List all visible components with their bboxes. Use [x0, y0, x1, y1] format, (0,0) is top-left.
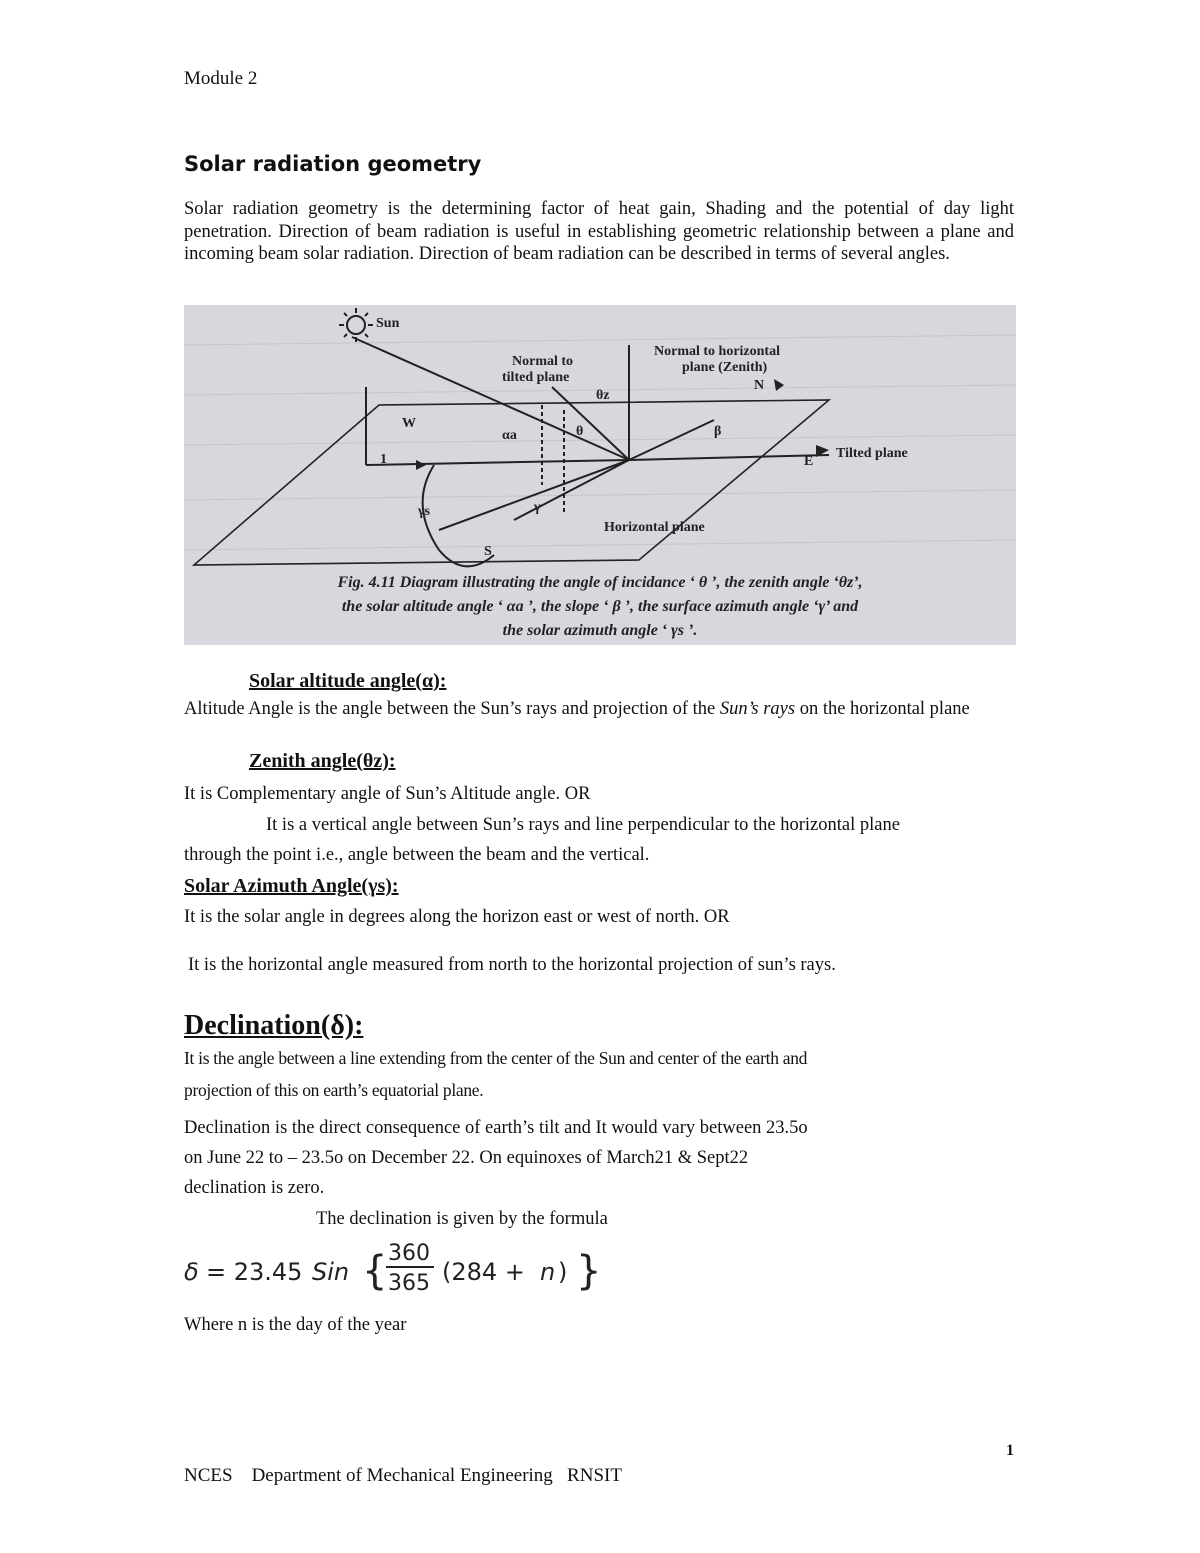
declination-line-5: declination is zero. [184, 1178, 325, 1198]
formula-where: Where n is the day of the year [184, 1315, 407, 1335]
label-theta-z: θz [596, 388, 610, 403]
svg-text:= 23.45: = 23.45 [206, 1258, 303, 1286]
page-footer: NCES Department of Mechanical Engineering RNSIT [184, 1465, 622, 1486]
label-normal-tilted: Normal to [512, 354, 574, 369]
altitude-heading: Solar altitude angle(α): [249, 670, 447, 692]
declination-line-2: projection of this on earth’s equatorial plane. [184, 1080, 484, 1100]
label-gamma: γ [534, 500, 541, 515]
formula-intro: The declination is given by the formula [316, 1209, 608, 1229]
zenith-heading: Zenith angle(θz): [249, 750, 396, 772]
sun-icon [347, 316, 365, 334]
azimuth-line-2: It is the horizontal angle measured from north to the horizontal projection of sun’s rays. [188, 955, 836, 975]
svg-text:{: { [362, 1248, 388, 1294]
svg-text:δ: δ [184, 1258, 199, 1286]
label-normal-horizontal-2: plane (Zenith) [682, 360, 768, 375]
label-w: W [402, 416, 416, 431]
solar-geometry-diagram [184, 305, 1016, 645]
figure-caption-line-3: the solar azimuth angle ‘ γs ’. [502, 622, 698, 639]
svg-text:): ) [558, 1258, 568, 1286]
zenith-line-1: It is Complementary angle of Sun’s Altitude angle. OR [184, 784, 591, 804]
zenith-line-2: It is a vertical angle between Sun’s rays and line perpendicular to the horizontal plane [266, 815, 900, 835]
label-normal-tilted-2: tilted plane [502, 370, 570, 385]
label-horizontal-plane: Horizontal plane [604, 520, 705, 535]
zenith-line-3: through the point i.e., angle between the beam and the vertical. [184, 845, 650, 865]
altitude-text-italic: Sun’s rays [719, 699, 796, 719]
declination-line-4: on June 22 to – 23.5o on December 22. On equinoxes of March21 & Sept22 [184, 1148, 749, 1168]
label-tilted-plane: Tilted plane [836, 446, 908, 461]
label-n: N [754, 378, 765, 393]
label-beta: β [714, 424, 722, 439]
label-normal-horizontal: Normal to horizontal [654, 344, 780, 359]
label-one: 1 [380, 452, 387, 467]
solar-geometry-figure [184, 305, 1016, 645]
label-gamma-s: γs [418, 504, 430, 519]
svg-text:Sin: Sin [312, 1258, 350, 1286]
label-s: S [484, 544, 492, 559]
declination-formula-graphic [184, 1238, 624, 1298]
altitude-text-a: Altitude Angle is the angle between the Sun’s rays and projection of the [184, 699, 716, 719]
label-e: E [804, 454, 814, 469]
declination-line-3: Declination is the direct consequence of earth’s tilt and It would vary between 23.5o [184, 1118, 808, 1138]
svg-text:360: 360 [388, 1241, 430, 1266]
svg-text:n: n [540, 1258, 556, 1286]
label-sun: Sun [376, 316, 400, 331]
section-title: Solar radiation geometry [184, 152, 482, 176]
azimuth-heading: Solar Azimuth Angle(γs): [184, 875, 399, 897]
svg-text:(284 +: (284 + [442, 1258, 525, 1286]
intro-paragraph: Solar radiation geometry is the determining factor of heat gain, Shading and the potential of day light penetration. Direction of beam radiation is useful in establishing geometric relationship between a plane and incoming beam solar radiation. Direction of beam radiation can be described in terms of several angles. [184, 199, 1014, 264]
declination-line-1: It is the angle between a line extending from the center of the Sun and center of the earth and [184, 1048, 808, 1068]
declination-heading: Declination(δ): [184, 1010, 364, 1041]
page-header: Module 2 [184, 68, 258, 89]
label-alpha-a: αa [502, 428, 517, 443]
label-theta: θ [576, 424, 584, 439]
figure-caption-line-1: Fig. 4.11 Diagram illustrating the angle of incidance ‘ θ ’, the zenith angle ‘θz’, [337, 574, 863, 591]
altitude-text-b: on the horizontal plane [799, 699, 970, 719]
altitude-definition [184, 697, 1014, 721]
azimuth-line-1: It is the solar angle in degrees along the horizon east or west of north. OR [184, 907, 730, 927]
svg-text:}: } [576, 1248, 602, 1294]
figure-caption-line-2: the solar altitude angle ‘ αa ’, the slope ‘ β ’, the surface azimuth angle ‘γ’ and [341, 598, 859, 615]
sun-rays-icon [339, 308, 373, 342]
svg-text:365: 365 [388, 1271, 430, 1296]
page-number: 1 [1006, 1442, 1014, 1459]
declination-formula [184, 1238, 624, 1304]
